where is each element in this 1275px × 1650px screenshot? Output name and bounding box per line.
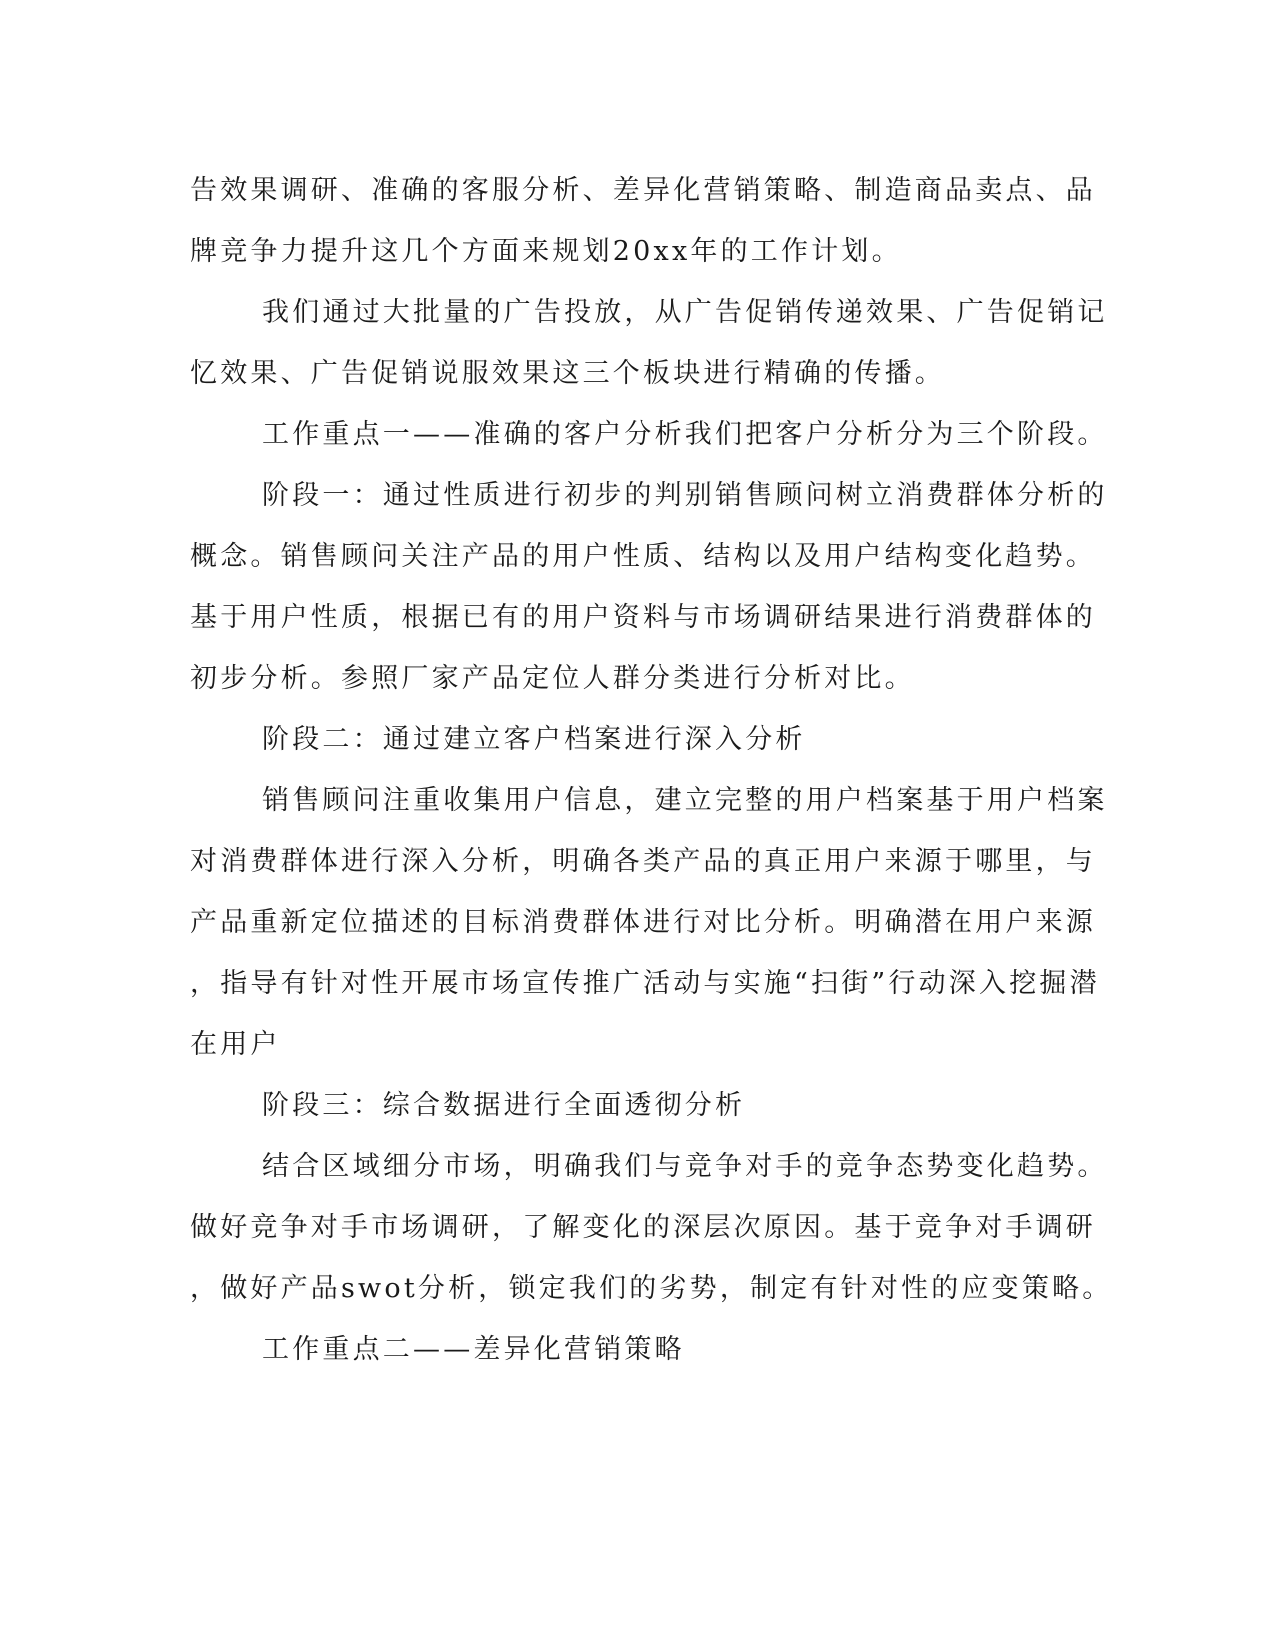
text-line-14: ，指导有针对性开展市场宣传推广活动与实施“扫街”行动深入挖掘潜 (190, 968, 1100, 999)
text-line-18: 做好竞争对手市场调研，了解变化的深层次原因。基于竞争对手调研 (190, 1212, 1096, 1243)
text-line-5: 工作重点一——准确的客户分析我们把客户分析分为三个阶段。 (262, 419, 1108, 450)
text-line-8: 基于用户性质，根据已有的用户资料与市场调研结果进行消费群体的 (190, 602, 1096, 633)
text-line-19: ，做好产品swot分析，锁定我们的劣势，制定有针对性的应变策略。 (190, 1273, 1113, 1304)
text-line-9: 初步分析。参照厂家产品定位人群分类进行分析对比。 (190, 663, 915, 694)
text-line-4: 忆效果、广告促销说服效果这三个板块进行精确的传播。 (190, 358, 945, 389)
text-line-11: 销售顾问注重收集用户信息，建立完整的用户档案基于用户档案 (262, 785, 1108, 816)
text-line-20: 工作重点二——差异化营销策略 (262, 1334, 685, 1365)
text-line-10: 阶段二：通过建立客户档案进行深入分析 (262, 724, 806, 755)
text-line-3: 我们通过大批量的广告投放，从广告促销传递效果、广告促销记 (262, 297, 1108, 328)
text-line-1: 告效果调研、准确的客服分析、差异化营销策略、制造商品卖点、品 (190, 175, 1096, 206)
text-line-6: 阶段一：通过性质进行初步的判别销售顾问树立消费群体分析的 (262, 480, 1108, 511)
text-line-12: 对消费群体进行深入分析，明确各类产品的真正用户来源于哪里，与 (190, 846, 1096, 877)
text-line-16: 阶段三：综合数据进行全面透彻分析 (262, 1090, 746, 1121)
document-body (190, 160, 1113, 1380)
text-line-2: 牌竞争力提升这几个方面来规划20xx年的工作计划。 (190, 236, 902, 267)
text-line-15: 在用户 (190, 1029, 281, 1060)
text-line-7: 概念。销售顾问关注产品的用户性质、结构以及用户结构变化趋势。 (190, 541, 1096, 572)
text-line-13: 产品重新定位描述的目标消费群体进行对比分析。明确潜在用户来源 (190, 907, 1096, 938)
text-line-17: 结合区域细分市场，明确我们与竞争对手的竞争态势变化趋势。 (262, 1151, 1108, 1182)
